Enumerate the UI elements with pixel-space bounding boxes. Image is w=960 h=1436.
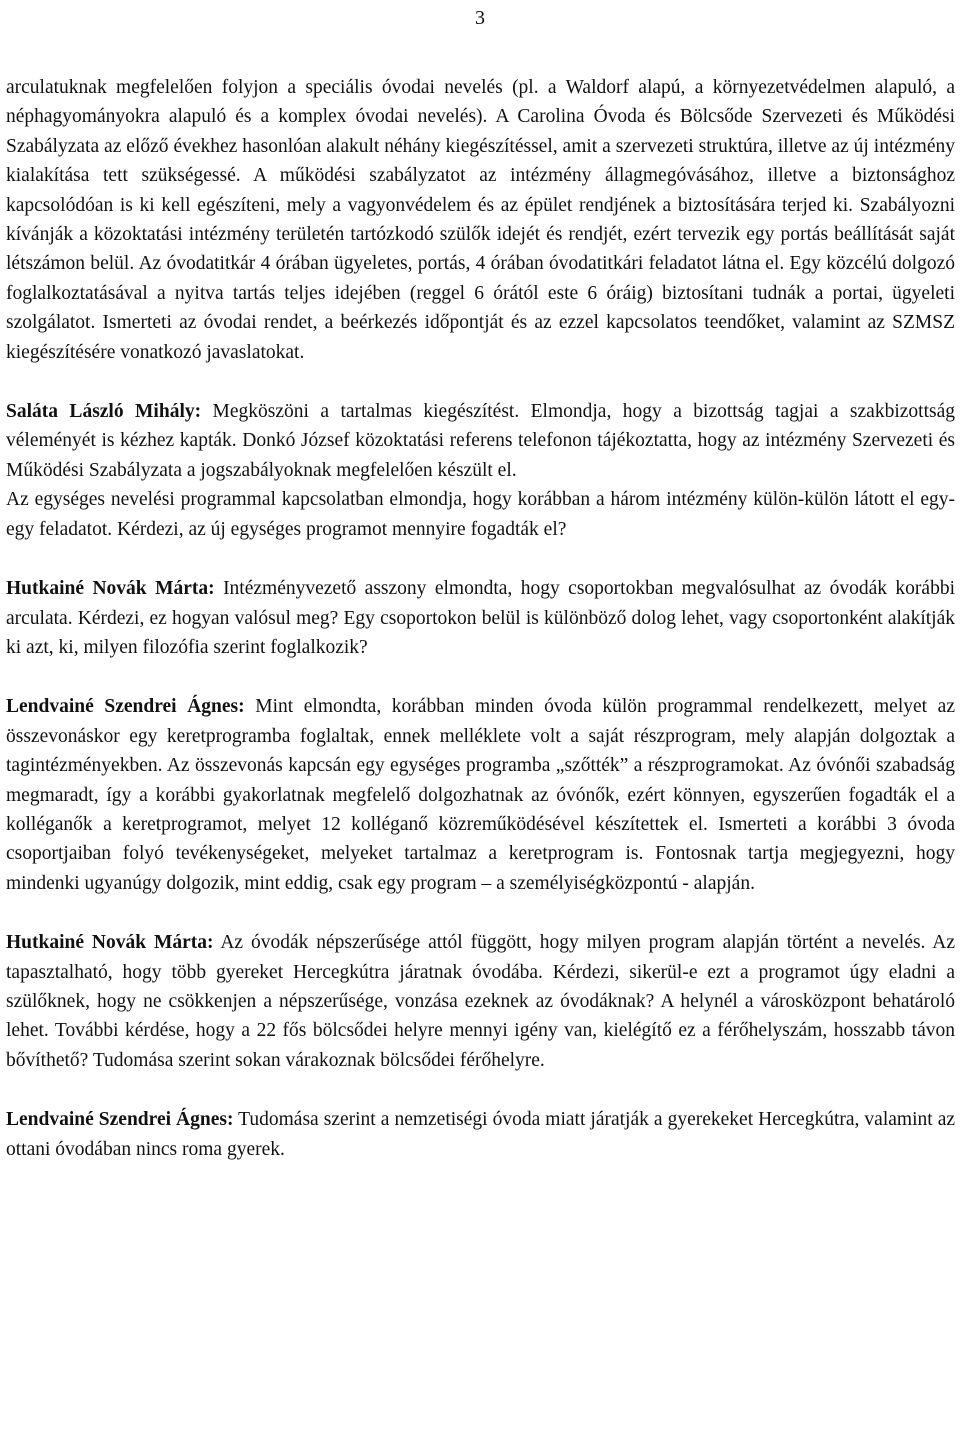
page-number: 3: [475, 7, 485, 29]
paragraph-text: arculatuknak megfelelően folyjon a speciális óvodai nevelés (pl. a Waldorf alapú, a környezetvédelmen alapuló, a néphagyományokra alapuló és a komplex óvodai nevelés). A Carolina Óvoda és Bölcsőde Szervezeti és Működési Szabályzata az előző évekhez hasonlóan alakult néhány kiegészítéssel, amit a szervezeti struktúra, illetve az új intézmény kialakítása tett szükségessé. A működési szabályzatot az intézmény állagmegóvásához, illetve a biztonsághoz kapcsolódóan is ki kell egészíteni, mely a vagyonvédelem és az épület rendjének a biztosítására terjed ki. Szabályozni kívánják a közoktatási intézmény területén tartózkodó szülők idejét és rendjét, ezért tervezik egy portás beállítását saját létszámon belül. Az óvodatitkár 4 órában ügyeletes, portás, 4 órában óvodatitkári feladatot látna el. Egy közcélú dolgozó foglalkoztatásával a nyitva tartás teljes idejében (reggel 6 órától este 6 óráig) biztosítani tudnák a portai, ügyeleti szolgálatot. Ismerteti az óvodai rendet, a beérkezés időpontját és az ezzel kapcsolatos teendőket, valamint az SZMSZ kiegészítésére vonatkozó javaslatokat.: [6, 77, 955, 363]
paragraph-lendvaine-szendrei-agnes-2: [6, 1105, 955, 1164]
paragraph-intro-continuation: [6, 73, 955, 367]
speaker-name: Lendvainé Szendrei Ágnes:: [6, 696, 245, 718]
paragraph-text: Intézményvezető asszony elmondta, hogy csoportokban megvalósulhat az óvodák korábbi arculata. Kérdezi, ez hogyan valósul meg? Egy csoportokon belül is különböző dolog lehet, vagy csoportonként alakítják ki azt, ki, milyen filozófia szerint foglalkozik?: [6, 578, 955, 658]
paragraph-text: Az egységes nevelési programmal kapcsolatban elmondja, hogy korábban a három intézmény külön-külön látott el egy-egy feladatot. Kérdezi, az új egységes programot mennyire fogadták el?: [6, 489, 955, 540]
speaker-name: Hutkainé Novák Márta:: [6, 578, 215, 600]
paragraph-hutkaine-novak-marta-2: [6, 928, 955, 1075]
paragraph-text: Mint elmondta, korábban minden óvoda külön programmal rendelkezett, melyet az összevonáskor egy keretprogramba foglaltak, ennek melléklete volt a saját részprogram, mely alapján dolgoztak a tagintézményekben. Az összevonás kapcsán egy egységes programba „szőtték” a részprogramokat. Az óvónői szabadság megmaradt, így a korábbi gyakorlatnak megfelelő dolgozhatnak az óvónők, ezért könnyen, egyszerűen fogadták el a kolléganők a keretprogramot, melyet 12 kolléganő közreműködésével készítettek el. Ismerteti a korábbi 3 óvoda csoportjaiban folyó tevékenységeket, melyeket tartalmaz a keretprogram is. Fontosnak tartja megjegyezni, hogy mindenki ugyanúgy dolgozik, mint eddig, csak egy program – a személyiségközpontú - alapján.: [6, 696, 955, 894]
paragraph-salata-laszlo-mihaly: [6, 397, 955, 485]
speaker-name: Lendvainé Szendrei Ágnes:: [6, 1109, 234, 1131]
paragraph-lendvaine-szendrei-agnes-1: [6, 692, 955, 898]
paragraph-text: Az óvodák népszerűsége attól függött, hogy milyen program alapján történt a nevelés. Az tapasztalható, hogy több gyereket Hercegkútra járatnak óvodába. Kérdezi, sikerül-e ezt a programot úgy eladni a szülőknek, hogy ne csökkenjen a népszerűsége, vonzása ezeknek az óvodáknak? A helynél a városközpont behatároló lehet. További kérdése, hogy a 22 fős bölcsődei helyre mennyi igény van, kielégítő ez a férőhelyszám, hosszabb távon bővíthető? Tudomása szerint sokan várakoznak bölcsődei férőhelyre.: [6, 932, 955, 1071]
speaker-name: Hutkainé Novák Márta:: [6, 932, 214, 954]
paragraph-hutkaine-novak-marta-1: [6, 574, 955, 662]
paragraph-text: Tudomása szerint a nemzetiségi óvoda miatt járatják a gyerekeket Hercegkútra, valamint az ottani óvodában nincs roma gyerek.: [6, 1109, 956, 1160]
speaker-name: Saláta László Mihály:: [6, 401, 202, 423]
paragraph-text: Megköszöni a tartalmas kiegészítést. Elmondja, hogy a bizottság tagjai a szakbizottság véleményét is kézhez kapták. Donkó József közoktatási referens telefonon tájékoztatta, hogy az intézmény Szervezeti és Működési Szabályzata a jogszabályoknak megfelelően készült el.: [6, 401, 955, 481]
paragraph-unified-program-question: [6, 485, 955, 544]
document-body: [6, 73, 955, 1164]
